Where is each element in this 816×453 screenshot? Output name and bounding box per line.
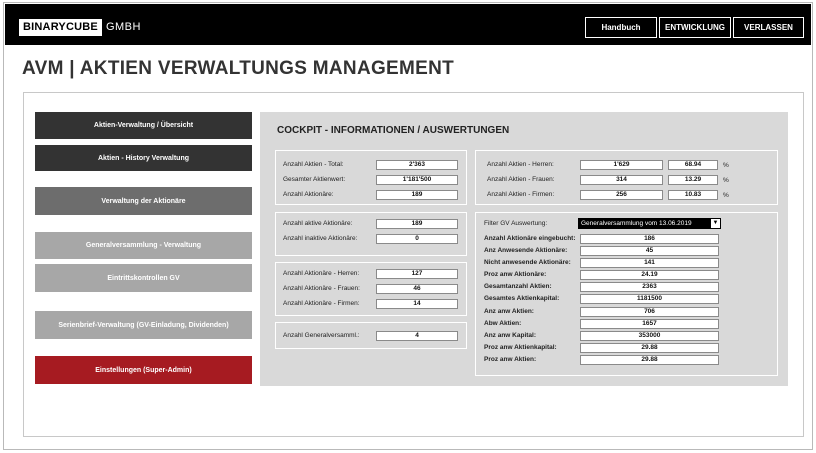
gv-stat-value: 2363 <box>580 282 719 292</box>
menu-einstellungen[interactable]: Einstellungen (Super-Admin) <box>35 356 252 384</box>
shares-women-pct-unit: % <box>723 177 729 184</box>
gv-count-value: 4 <box>376 331 458 341</box>
shareholders-firms-value: 14 <box>376 299 458 309</box>
gv-stat-label: Anz Anwesende Aktionäre: <box>484 247 568 254</box>
shareholders-men-value: 127 <box>376 269 458 279</box>
shares-men-value: 1'629 <box>580 160 663 170</box>
shares-women-value: 314 <box>580 175 663 185</box>
entwicklung-button[interactable]: ENTWICKLUNG <box>659 17 731 38</box>
cockpit-title: COCKPIT - INFORMATIONEN / AUSWERTUNGEN <box>277 125 510 136</box>
menu-aktionaere[interactable]: Verwaltung der Aktionäre <box>35 187 252 215</box>
gv-stat-label: Anz anw Kapital: <box>484 332 537 339</box>
gv-stat-label: Abw Aktien: <box>484 320 522 327</box>
gv-stat-value: 353000 <box>580 331 719 341</box>
gv-stat-value: 1657 <box>580 319 719 329</box>
inactive-shareholders-value: 0 <box>376 234 458 244</box>
shares-women-label: Anzahl Aktien - Frauen: <box>487 176 555 183</box>
gv-stat-label: Proz anw Aktienkapital: <box>484 344 557 351</box>
gv-stat-value: 29.88 <box>580 343 719 353</box>
menu-eintrittskontrollen[interactable]: Eintrittskontrollen GV <box>35 264 252 292</box>
chevron-down-icon[interactable]: ▼ <box>712 220 719 226</box>
shares-men-pct-unit: % <box>723 162 729 169</box>
menu-aktien-history[interactable]: Aktien - History Verwaltung <box>35 145 252 171</box>
gv-stat-label: Gesamtanzahl Aktien: <box>484 283 552 290</box>
shareholders-label: Anzahl Aktionäre: <box>283 191 334 198</box>
verlassen-button[interactable]: VERLASSEN <box>733 17 804 38</box>
shareholders-men-label: Anzahl Aktionäre - Herren: <box>283 270 360 277</box>
menu-generalversammlung[interactable]: Generalversammlung - Verwaltung <box>35 232 252 259</box>
gv-filter-selected: Generalversammlung vom 13.06.2019 <box>581 220 692 227</box>
handbuch-button[interactable]: Handbuch <box>585 17 657 38</box>
shareholders-women-label: Anzahl Aktionäre - Frauen: <box>283 285 360 292</box>
logo-suffix-text: GMBH <box>105 21 141 33</box>
gv-stat-value: 29.88 <box>580 355 719 365</box>
company-logo <box>19 19 141 36</box>
gv-stat-label: Proz anw Aktionäre: <box>484 271 547 278</box>
inactive-shareholders-label: Anzahl inaktive Aktionäre: <box>283 235 358 242</box>
gv-filter-select[interactable] <box>578 218 721 229</box>
shareholders-value: 189 <box>376 190 458 200</box>
gv-stat-value: 141 <box>580 258 719 268</box>
total-value-label: Gesamter Aktienwert: <box>283 176 346 183</box>
menu-serienbrief[interactable]: Serienbrief-Verwaltung (GV-Einladung, Dividenden) <box>35 311 252 339</box>
menu-aktien-verwaltung[interactable]: Aktien-Verwaltung / Übersicht <box>35 112 252 139</box>
total-value-value: 1'181'500 <box>376 175 458 185</box>
shares-firms-pct-unit: % <box>723 192 729 199</box>
shares-firms-pct: 10.83 <box>668 190 718 200</box>
shares-men-label: Anzahl Aktien - Herren: <box>487 161 554 168</box>
active-shareholders-value: 189 <box>376 219 458 229</box>
gv-stat-value: 1181500 <box>580 294 719 304</box>
gv-stat-value: 706 <box>580 307 719 317</box>
shares-women-pct: 13.29 <box>668 175 718 185</box>
shares-firms-value: 256 <box>580 190 663 200</box>
total-shares-label: Anzahl Aktien - Total: <box>283 161 344 168</box>
shares-men-pct: 68.94 <box>668 160 718 170</box>
gv-stat-label: Proz anw Aktien: <box>484 356 537 363</box>
shares-firms-label: Anzahl Aktien - Firmen: <box>487 191 555 198</box>
gv-stat-label: Anz anw Aktien: <box>484 308 534 315</box>
gv-stat-label: Nicht anwesende Aktionäre: <box>484 259 571 266</box>
logo-box-text: BINARYCUBE <box>19 19 102 36</box>
total-shares-value: 2'363 <box>376 160 458 170</box>
gv-count-label: Anzahl Generalversamml.: <box>283 332 360 339</box>
shareholders-firms-label: Anzahl Aktionäre - Firmen: <box>283 300 360 307</box>
gv-stat-value: 24.19 <box>580 270 719 280</box>
shareholders-women-value: 46 <box>376 284 458 294</box>
gv-filter-label: Filter GV Auswertung: <box>484 220 548 227</box>
gv-stat-label: Anzahl Aktionäre eingebucht: <box>484 235 576 242</box>
gv-stat-value: 186 <box>580 234 719 244</box>
page-title: AVM | AKTIEN VERWALTUNGS MANAGEMENT <box>22 58 455 79</box>
active-shareholders-label: Anzahl aktive Aktionäre: <box>283 220 353 227</box>
gv-stat-value: 45 <box>580 246 719 256</box>
gv-stat-label: Gesamtes Aktienkapital: <box>484 295 560 302</box>
